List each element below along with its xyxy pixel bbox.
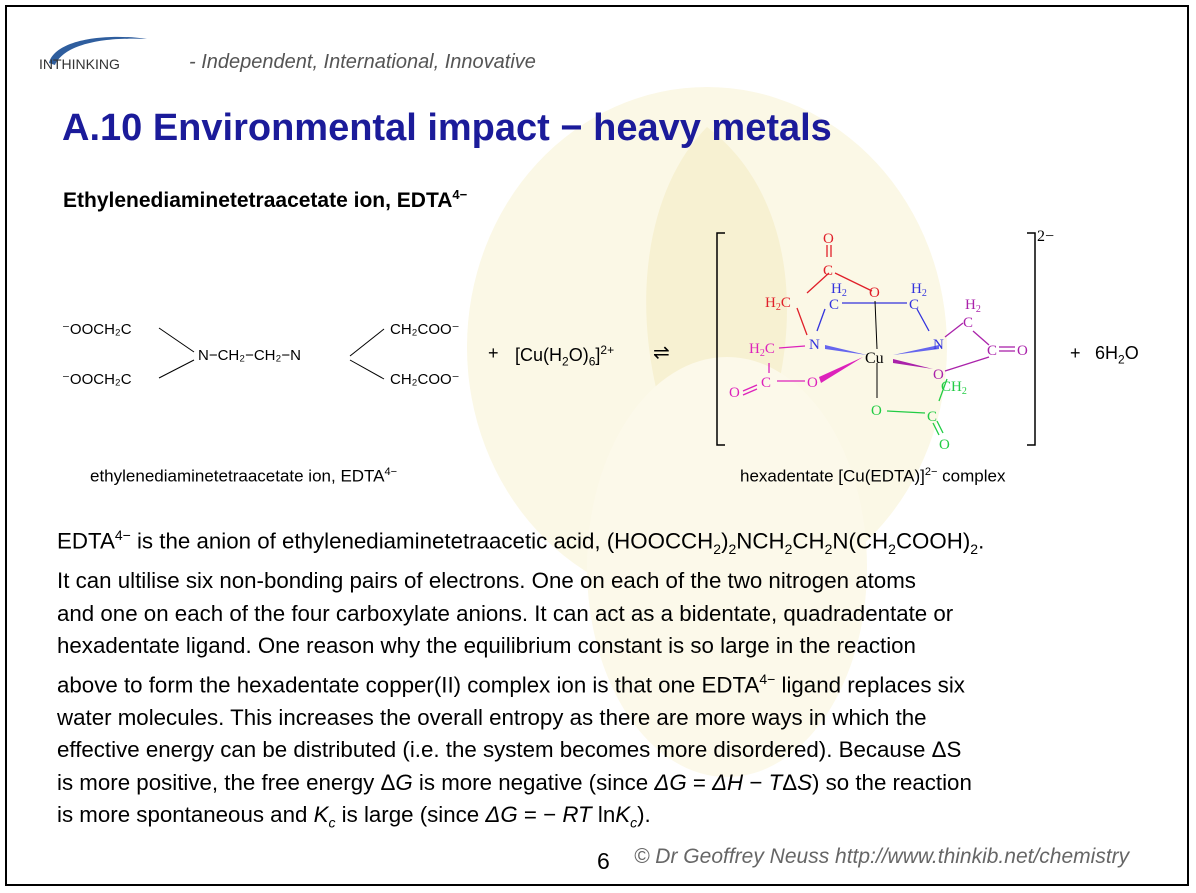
edta-bottom-right-group: CH₂COO⁻ xyxy=(390,371,460,388)
explanation-paragraph: $EDTA^{4-}$ is the anion of ethylenediaminetetraacetic acid, $(HOOCCH_2)_2NCH_2CH_2N(CH_2COOH)_2$. It can ultilise six non-bonding pairs of electrons. One on each of the two nitrogen atoms and one on each of the four carboxylate anions. It can act as a bidentate, quadradentate or hexadentate ligand. One reason why the equilibrium constant is so large in the reaction above to form the hexadentate copper(II) complex ion is that one $EDTA^{4-}$ ligand replaces six water molecules. This increases the overall entropy as there are more ways in which the effective energy can be distributed (i.e. the system becomes more disordered). Because ΔS is more positive, the free energy ΔG is more negative (since ΔG = ΔH − TΔS) so the reaction is more spontaneous and $K_c$ is large (since ΔG = − RT lnK$_c$). xyxy=(57,527,985,831)
complex-caption: hexadentate [Cu(EDTA)]$^{2-}$ complex xyxy=(740,466,1006,486)
svg-text:H2C: $H_2C$ xyxy=(765,295,791,313)
svg-text:O: O xyxy=(1017,343,1028,359)
cu-atom: Cu xyxy=(865,350,884,367)
svg-text:O: O xyxy=(807,375,818,391)
page-title: A.10 Environmental impact − heavy metals xyxy=(62,107,832,149)
svg-text:N: N xyxy=(809,337,820,353)
svg-text:C: C xyxy=(823,263,834,279)
svg-text:O: O xyxy=(939,437,950,453)
slide-frame xyxy=(5,5,1189,886)
svg-text:O: O xyxy=(933,367,944,383)
svg-text:O: O xyxy=(869,285,880,301)
svg-text:N: N xyxy=(933,337,944,353)
edta-top-left-group: ⁻OOCH₂C xyxy=(62,321,132,338)
plus-sign-2: + xyxy=(1070,343,1081,363)
svg-text:CH2: $CH_2$ xyxy=(941,379,967,397)
svg-text:C: C xyxy=(761,375,772,391)
tagline: - Independent, International, Innovative xyxy=(189,51,536,73)
page-number: 6 xyxy=(597,848,610,874)
plus-sign: + xyxy=(488,343,499,363)
svg-text:C: C xyxy=(909,297,920,313)
equilibrium-arrow: ⇌ xyxy=(653,342,670,364)
edta-caption: ethylenediaminetetraacetate ion, $EDTA^{4-}$ xyxy=(90,466,398,486)
svg-text:C: C xyxy=(963,315,974,331)
svg-text:C: C xyxy=(829,297,840,313)
svg-text:H2C: $H_2C$ xyxy=(749,341,775,359)
footer-credit: © Dr Geoffrey Neuss http://www.thinkib.net/chemistry xyxy=(634,845,1130,868)
svg-text:H2: $H_2$ xyxy=(965,297,981,315)
svg-text:H2: $H_2$ xyxy=(911,281,927,299)
svg-text:O: O xyxy=(729,385,740,401)
svg-text:O: O xyxy=(823,231,834,247)
svg-text:H2: $H_2$ xyxy=(831,281,847,299)
edta-structure-diagram xyxy=(62,304,492,399)
section-subtitle: Ethylenediaminetetraacetate ion, $EDTA^{4-}$ xyxy=(63,187,468,212)
complex-charge: 2− xyxy=(1037,228,1055,245)
cu-edta-complex-diagram xyxy=(707,213,1067,463)
edta-bottom-left-group: ⁻OOCH₂C xyxy=(62,371,132,388)
copper-aqua-ion: $[Cu(H_2O)_6]^{2+}$ xyxy=(515,343,615,369)
svg-text:C: C xyxy=(927,409,938,425)
svg-text:C: C xyxy=(987,343,998,359)
edta-backbone: N−CH₂−CH₂−N xyxy=(198,347,301,364)
svg-text:O: O xyxy=(871,403,882,419)
svg-text:INTHINKING: INTHINKING xyxy=(39,56,120,72)
water-product: $6H_2O$ xyxy=(1095,343,1139,367)
inthinking-logo-icon xyxy=(37,31,187,77)
edta-top-right-group: CH₂COO⁻ xyxy=(390,321,460,338)
